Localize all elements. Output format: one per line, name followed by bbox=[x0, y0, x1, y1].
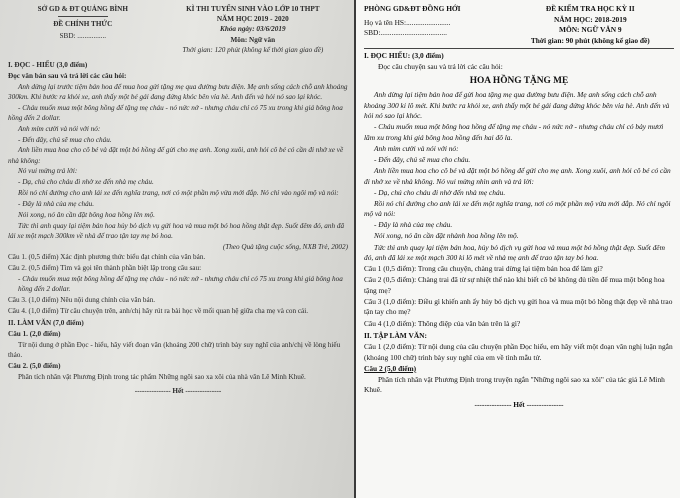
passage-paragraph: - Dạ, chú cho cháu đi nhờ đến nhà mẹ cháu. bbox=[374, 187, 506, 197]
reading-passage bbox=[364, 90, 674, 264]
end-marker: --------------- Hết --------------- bbox=[474, 399, 564, 409]
passage-paragraph: Anh liền mua hoa cho cô bé và đặt một bó hồng để gửi cho mẹ anh. Xong xuôi, anh hỏi cô bé có cần đi nhờ xe về nhà không. Nó vui mừng nhìn anh và trả lời: bbox=[364, 166, 671, 186]
school-year: NĂM HỌC: 2018-2019 bbox=[553, 14, 627, 24]
question-quote: - Cháu muốn mua một bông hồng để tặng mẹ cháu - nó nức nở - nhưng cháu chỉ có 75 xu trong khi giá bông hoa hồng đến 2 dollar. bbox=[18, 274, 343, 294]
passage-paragraph: Anh mỉm cười và nói với nó: bbox=[18, 124, 101, 133]
passage-paragraph: Rồi nó chỉ đường cho anh lái xe đến nghĩa trang, nơi có một phần mộ vừa mới đắp. Nó chỉ vào ngôi mộ và nói: bbox=[18, 189, 339, 198]
passage-paragraph: - Cháu muốn mua một bông hồng để tặng mẹ cháu - nó nức nở - nhưng cháu chỉ có 75 xu trong khi giá bông hoa hồng đến 2 dollar. bbox=[8, 103, 343, 122]
passage-paragraph: - Đây là nhà của mẹ cháu. bbox=[18, 199, 95, 208]
candidate-number: SBD:.................................... bbox=[364, 28, 447, 38]
question-item: Câu 4. (1,0 điểm) Từ câu chuyện trên, anh/chị hãy rút ra bài học về mối quan hệ giữa cha mẹ và con cái. bbox=[8, 306, 309, 315]
passage-paragraph: Anh dừng lại trước tiệm bán hoa để mua hoa gửi tặng mẹ qua đường bưu điện. Mẹ anh sống cách chỗ anh khoảng 300km. Khi bước ra khỏi xe, anh thấy một bé gái đang đứng khóc bên vỉa hè. Anh đến và hỏi nó sao lại khóc. bbox=[8, 82, 348, 101]
essay-item: Phân tích nhân vật Phương Định trong tác phẩm Những ngôi sao xa xôi của nhà văn Lê Minh Khuê. bbox=[18, 372, 306, 381]
passage-paragraph: Rồi nó chỉ đường cho anh lái xe đến một nghĩa trang, nơi có một phần mộ vừa mới đắp. Nó chỉ ngôi mộ và nói: bbox=[364, 198, 671, 219]
exam-header bbox=[364, 4, 674, 46]
exam-name: ĐỀ KIỂM TRA HỌC KỲ II bbox=[545, 4, 635, 13]
question-item: Câu 2 (0,5 điểm): Chàng trai đã từ sự nhiệt thể nào khi biết cô bé không đủ tiền để mua một bông hoa tặng mẹ? bbox=[364, 275, 665, 295]
official-label: ĐỀ CHÍNH THỨC bbox=[53, 20, 113, 29]
passage-paragraph: - Cháu muốn mua một bông hoa hồng để tặng mẹ cháu - nó nức nở - nhưng cháu chỉ có bảy mươi lăm xu trong khi giá bông hoa hồng đến hai đô la. bbox=[364, 122, 664, 142]
divider bbox=[364, 48, 674, 49]
passage-paragraph: - Dạ, chú cho cháu đi nhờ xe đến nhà mẹ cháu. bbox=[18, 178, 154, 187]
question-item: Câu 4 (1,0 điểm): Thông điệp của văn bản trên là gì? bbox=[364, 318, 521, 328]
exam-date: Khóa ngày: 03/6/2019 bbox=[220, 25, 286, 34]
reading-intro: Đọc câu chuyện sau và trả lời các câu hỏi: bbox=[378, 62, 503, 72]
subject: MÔN: NGỮ VĂN 9 bbox=[559, 25, 622, 35]
essay-item: Phân tích nhân vật Phương Định trong truyện ngắn "Những ngôi sao xa xôi" của tác giả Lê Minh Khuê. bbox=[364, 374, 665, 395]
section-writing-title: II. TẬP LÀM VĂN: bbox=[364, 331, 427, 341]
passage-source: (Theo Quà tặng cuộc sống, NXB Trẻ, 2002) bbox=[222, 242, 348, 251]
passage-paragraph: - Đến đây, chú sẽ mua cho cháu. bbox=[374, 154, 471, 164]
essay-item: Câu 1. (2,0 điểm) bbox=[8, 329, 61, 338]
reading-intro: Đọc văn bản sau và trả lời các câu hỏi: bbox=[8, 71, 127, 80]
writing-questions bbox=[8, 329, 348, 382]
question-item: Câu 1. (0,5 điểm) Xác định phương thức biểu đạt chính của văn bản. bbox=[8, 253, 206, 262]
school-year: NĂM HỌC 2019 - 2020 bbox=[216, 15, 289, 24]
section-reading-title: I. ĐỌC HIỂU: (3,0 điểm) bbox=[364, 51, 444, 61]
passage-paragraph: Nó vui mừng trả lời: bbox=[18, 167, 78, 176]
section-reading-title: I. ĐỌC - HIỂU (3,0 điểm) bbox=[8, 61, 88, 70]
essay-item: Câu 2. (5,0 điểm) bbox=[8, 361, 61, 370]
end-marker: --------------- Hết --------------- bbox=[134, 386, 222, 395]
time-limit: Thời gian: 90 phút (không kể giao đề) bbox=[530, 35, 650, 45]
question-item: Câu 2. (0,5 điểm) Tìm và gọi tên thành phần biệt lập trong câu sau: bbox=[8, 264, 202, 273]
subject: Môn: Ngữ văn bbox=[230, 35, 276, 44]
header-right-block bbox=[507, 4, 674, 46]
essay-item: Câu 2 (5,0 điểm) bbox=[364, 363, 417, 373]
passage-title: HOA HỒNG TẶNG MẸ bbox=[469, 75, 569, 86]
essay-item: Câu 1 (2,0 điểm): Từ nội dung của câu chuyện phần Đọc hiểu, em hãy viết một đoạn văn nghị luận ngắn (khoảng 100 chữ) trình bày suy nghĩ của em về tình mẫu tử. bbox=[364, 342, 673, 362]
passage-paragraph: Anh mỉm cười và nói với nó: bbox=[374, 143, 459, 153]
passage-paragraph: Anh dừng lại tiệm bán hoa để gửi hoa tặng mẹ qua đường bưu điện. Mẹ anh sống cách chỗ anh khoảng 300 ki lô mét. Khi bước ra khỏi xe, anh thấy một bé gái đang đứng khóc bên vỉa hè. Anh đến và hỏi nó sao lại khóc. bbox=[364, 90, 670, 121]
department-name: PHÒNG GD&ĐT ĐỒNG HỚI bbox=[364, 4, 461, 13]
section-writing-title: II. LÀM VĂN (7,0 điểm) bbox=[8, 319, 84, 328]
student-name-field: Họ và tên HS:........................ bbox=[364, 17, 451, 27]
divider bbox=[58, 16, 108, 17]
exam-name: KÌ THI TUYỂN SINH VÀO LỚP 10 THPT bbox=[186, 5, 320, 13]
candidate-number: SBD: ................ bbox=[59, 32, 107, 41]
reading-questions bbox=[8, 252, 348, 316]
reading-questions bbox=[364, 264, 674, 329]
passage-paragraph: - Đây là nhà của mẹ cháu. bbox=[374, 220, 453, 230]
passage-paragraph: Nói xong, nó ân cần đặt bông hoa hồng lên mộ. bbox=[18, 210, 155, 219]
header-left-block bbox=[364, 4, 507, 46]
passage-paragraph: Tức thì anh quay lại tiệm bán hoa, hủy bỏ dịch vụ gửi hoa và mua một bó hồng thật đẹp. Suốt đêm đó, anh đã lái xe một mạch 300 ki lô mét về nhà mẹ anh để trao tận tay bó hoa. bbox=[364, 242, 665, 263]
passage-paragraph: Anh liền mua hoa cho cô bé và đặt một bó hồng để gửi cho mẹ anh. Xong xuôi, anh hỏi cô bé có cần đi nhờ xe về nhà không: bbox=[8, 146, 344, 165]
question-item: Câu 3. (1,0 điểm) Nêu nội dung chính của văn bản. bbox=[8, 296, 156, 304]
passage-paragraph: Tức thì anh quay lại tiệm bán hoa hủy bỏ dịch vụ gửi hoa và mua một bó hoa hồng thật đẹp. Suốt đêm đó, anh đã lái xe một mạch 300km về nhà để trao tận tay mẹ bó hoa. bbox=[8, 221, 345, 240]
passage-paragraph: - Đến đây, chú sẽ mua cho cháu. bbox=[18, 135, 112, 144]
question-item: Câu 1 (0,5 điểm): Trong câu chuyện, chàng trai dừng lại tiệm bán hoa để làm gì? bbox=[364, 264, 603, 274]
passage-paragraph: Nói xong, nó ân cần đặt nhành hoa hồng lên mộ. bbox=[374, 231, 519, 241]
reading-passage bbox=[8, 82, 348, 241]
department-name: SỞ GD & ĐT QUẢNG BÌNH bbox=[37, 5, 128, 13]
header-right-block bbox=[158, 4, 348, 55]
writing-questions bbox=[364, 342, 674, 396]
time-limit: Thời gian: 120 phút (không kể thời gian giao đề) bbox=[182, 45, 324, 54]
essay-item: Từ nội dung ở phần Đọc - hiểu, hãy viết đoạn văn (khoảng 200 chữ) trình bày suy nghĩ của anh/chị về lòng hiếu thảo. bbox=[8, 340, 341, 359]
exam-sheet-dong-hoi bbox=[356, 0, 680, 498]
exam-header bbox=[8, 4, 348, 55]
header-left-block bbox=[8, 4, 158, 55]
question-item: Câu 3 (1,0 điểm): Điều gì khiến anh ấy hủy bỏ dịch vụ gửi hoa và mua một bó hồng thật đẹp về nhà trao tận tay cho mẹ? bbox=[364, 296, 673, 317]
